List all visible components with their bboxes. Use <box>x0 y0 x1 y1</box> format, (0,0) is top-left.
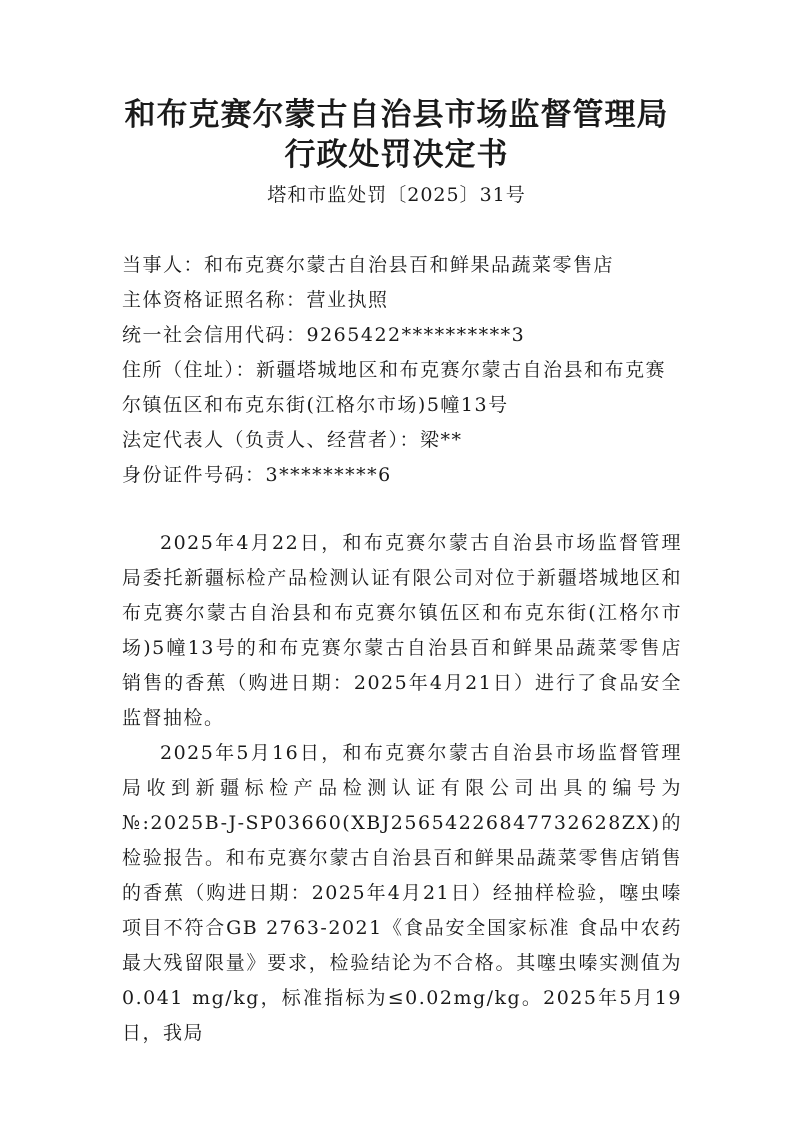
party-id-number: 身份证件号码：3*********6 <box>122 464 392 486</box>
body-paragraph-1: 2025年4月22日，和布克赛尔蒙古自治县市场监督管理局委托新疆标检产品检测认证有限公司对位于新疆塔城地区和布克赛尔蒙古自治县和布克赛尔镇伍区和布克东街(江格尔市场)5幢13号的和布克赛尔蒙古自治县百和鲜果品蔬菜零售店销售的香蕉（购进日期：2025年4月21日）进行了食品安全监督抽检。 <box>122 532 682 729</box>
party-name: 当事人：和布克赛尔蒙古自治县百和鲜果品蔬菜零售店 <box>122 254 615 276</box>
document-title-line1: 和布克赛尔蒙古自治县市场监督管理局 <box>124 97 669 133</box>
party-license: 主体资格证照名称：营业执照 <box>122 289 389 311</box>
decision-body <box>122 526 682 1051</box>
party-info <box>122 248 682 493</box>
party-address: 住所（住址）：新疆塔城地区和布克赛尔蒙古自治县和布克赛尔镇伍区和布克东街(江格尔市场)5幢13号 <box>122 359 667 416</box>
body-paragraph-2: 2025年5月16日，和布克赛尔蒙古自治县市场监督管理局收到新疆标检产品检测认证有限公司出具的编号为№:2025B-J-SP03660(XBJ25654226847732628ZX)的检验报告。和布克赛尔蒙古自治县百和鲜果品蔬菜零售店销售的香蕉（购进日期：2025年4月21日）经抽样检验，噻虫嗪项目不符合GB 2763-2021《食品安全国家标准 食品中农药最大残留限量》要求，检验结论为不合格。其噻虫嗪实测值为 0.041 mg/kg，标准指标为≤0.02mg/kg。2025年5月19日，我局 <box>122 742 682 1044</box>
document-title-line2: 行政处罚决定书 <box>284 137 509 173</box>
party-credit-code: 统一社会信用代码：9265422**********3 <box>122 324 526 346</box>
document-number: 塔和市监处罚〔2025〕31号 <box>267 184 526 206</box>
party-legal-rep: 法定代表人（负责人、经营者）：梁** <box>122 429 463 451</box>
